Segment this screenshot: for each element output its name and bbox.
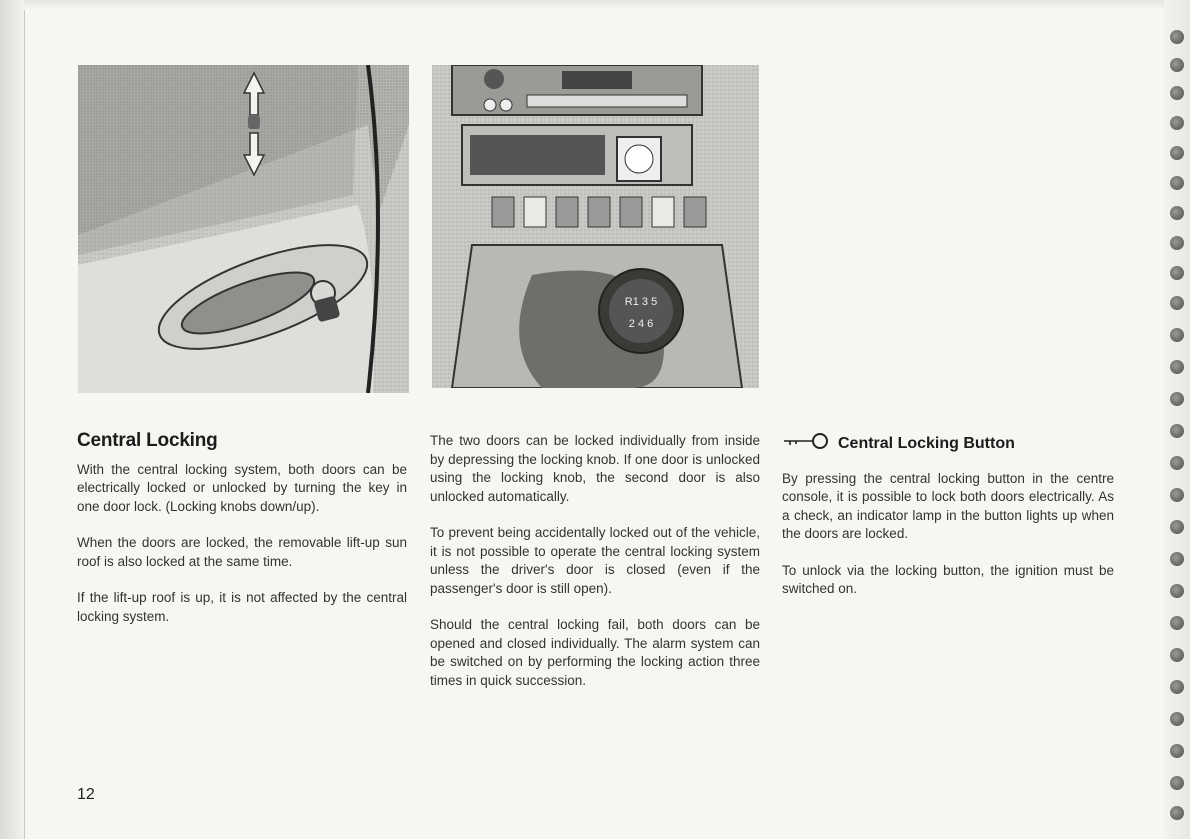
- paragraph: By pressing the central locking button in the centre console, it is possible to lock both doors electrically. As a check, an indicator lamp in the button lights up when the doors are locked.: [782, 470, 1114, 541]
- paragraph: The two doors can be locked individually from inside by depressing the locking knob. If one door is unlocked using the locking knob, the second door is also unlocked automatically.: [430, 433, 760, 504]
- section-title-central-locking: Central Locking: [77, 430, 218, 451]
- spiral-binding: [1164, 0, 1190, 839]
- key-icon: [782, 432, 830, 456]
- page-edge-left: [0, 0, 25, 839]
- paragraph: When the doors are locked, the removable lift-up sun roof is also locked at the same time.: [77, 535, 407, 569]
- column-middle: [430, 432, 760, 708]
- section-title-central-locking-button: [782, 432, 1114, 456]
- column-left: [77, 432, 407, 644]
- paragraph: Should the central locking fail, both doors can be opened and closed individually. The alarm system can be switched on by performing the locking action three times in quick succession.: [430, 617, 760, 688]
- centre-console-illustration: [432, 65, 759, 388]
- section-title-text: Central Locking Button: [838, 434, 1015, 452]
- column-right: [782, 432, 1114, 617]
- paragraph: If the lift-up roof is up, it is not affected by the central locking system.: [77, 590, 407, 624]
- paragraph: To prevent being accidentally locked out of the vehicle, it is not possible to operate the central locking system unless the driver's door is closed (even if the passenger's door is still open).: [430, 525, 760, 596]
- paragraph: To unlock via the locking button, the ignition must be switched on.: [782, 562, 1114, 596]
- door-lock-illustration: [78, 65, 409, 393]
- page-number: 12: [77, 786, 95, 803]
- gear-knob-label-bottom: 2 4 6: [628, 318, 654, 330]
- paragraph: With the central locking system, both doors can be electrically locked or unlocked by turning the key in one door lock. (Locking knobs down/up).: [77, 461, 407, 514]
- gear-knob-label-top: R1 3 5: [624, 296, 658, 308]
- page-edge-top: [24, 0, 1164, 10]
